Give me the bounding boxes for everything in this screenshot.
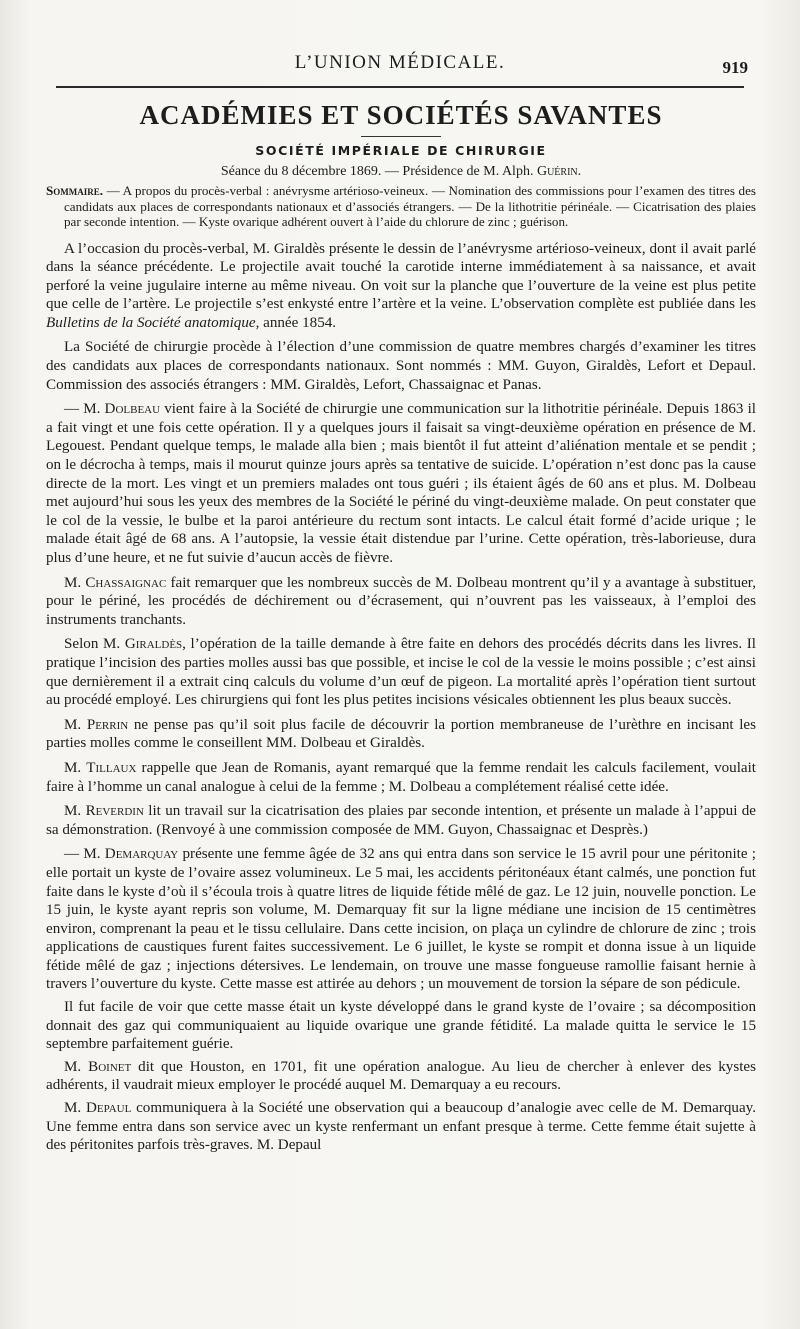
paragraph-giraldes-aneurysm xyxy=(46,240,756,333)
page-number: 919 xyxy=(722,58,748,77)
paragraph-perrin xyxy=(46,716,756,753)
paragraph-lead: M. xyxy=(64,803,86,820)
paragraph-text: , l’opération de la taille demande à être faite en dehors des procédés décrits dans les livres. Il pratique l’incision des parties molles aussi bas que possible, et incise le col de la vessie le moins possible ; c’est ainsi que dernièrement il a extrait cinq calculs du volume d’un œuf de pigeon. La mortalité après l’opération tient surtout au procédé employé. Les chirurgiens qui font les plus petites incisions vésicales obtiennent les plus beaux succès. xyxy=(46,636,756,709)
sommaire-text: — A propos du procès-verbal : anévrysme artérioso-veineux. — Nomination des commissions pour l’examen des titres des candidats aux places de correspondants nationaux et d’associés étrangers. — De la lithotritie périnéale. — Cicatrisation des plaies par seconde intention. — Kyste ovarique adhérent ouvert à l’aide du chlorure de zinc ; guérison. xyxy=(64,183,756,229)
bulletins-title: Bulletins de la Société anatomique xyxy=(46,314,256,331)
seance-line xyxy=(46,163,756,181)
paragraph-demarquay xyxy=(46,845,756,994)
paragraph-text: communiquera à la Société une observation qui a beaucoup d’analogie avec celle de M. Demarquay. Une femme entra dans son service avec un kyste renfermant un enfant presque à terme. Cette femme était sujette à des péritonites parfois très-graves. M. Depaul xyxy=(46,1100,757,1154)
speaker-name: Demarquay xyxy=(104,846,179,863)
paragraph-text: présente une femme âgée de 32 ans qui entra dans son service le 15 avril pour une péritonite ; elle portait un kyste de l’ovaire assez volumineux. Le 5 mai, les accidents péritonéaux étant calmés, une ponction fut faite dans le kyste d’où il s’écoula trois à quatre litres de liquide fétide mêlé de gaz. Le 12 juin, nouvelle ponction. Le 15 juin, le kyste ayant repris son volume, M. Demarquay fit sur la ligne médiane une incision de 15 centimètres environ, comprenant la peau et le tissu cellulaire. Dans cette incision, on plaça un cylindre de chlorure de zinc ; trois applications de caustiques furent faites successivement. Le 6 juillet, le kyste se rompit et donna issue à un liquide fétide mêlé de gaz ; injections détersives. Le lendemain, on trouve une masse fongueuse ramollie faisant hernie à travers l’ouverture du kyste. Cette masse est attirée au dehors ; un mouvement de torsion la sépare de son pédicule. xyxy=(46,846,757,993)
paragraph-lead: Selon M. xyxy=(64,636,125,653)
paragraph-tillaux xyxy=(46,759,756,796)
running-header xyxy=(50,52,750,82)
paragraph-boinet xyxy=(46,1058,756,1095)
paragraph-text: fait remarquer que les nombreux succès de M. Dolbeau montrent qu’il y a avantage à substituer, pour le périné, les procédés de déchirement ou d’écrasement, qui n’ouvrent pas les vaisseaux, à l’emploi des instruments tranchants. xyxy=(46,574,756,628)
paragraph-lead: M. xyxy=(64,716,87,733)
paragraph-text: dit que Houston, en 1701, fit une opération analogue. Au lieu de chercher à enlever des kystes adhérents, il vaudrait mieux employer le procédé auquel M. Demarquay a eu recours. xyxy=(46,1058,756,1094)
speaker-name: Reverdin xyxy=(85,803,144,820)
paragraph-commission: La Société de chirurgie procède à l’élection d’une commission de quatre membres chargés d’examiner les titres des candidats aux places de correspondants nationaux. Sont nommés : MM. Guyon, Giraldès, Lefort et Depaul. Commission des associés étrangers : MM. Giraldès, Lefort, Chassaignac et Panas. xyxy=(46,339,756,393)
title-divider xyxy=(361,136,441,137)
article-body xyxy=(46,98,756,1159)
section-title: ACADÉMIES ET SOCIÉTÉS SAVANTES xyxy=(139,100,663,130)
society-name: SOCIÉTÉ IMPÉRIALE DE CHIRURGIE xyxy=(255,143,547,158)
seance-text: Séance du 8 décembre 1869. — Présidence de M. Alph. xyxy=(220,164,537,179)
paragraph-kyste: Il fut facile de voir que cette masse était un kyste développé dans le grand kyste de l’ovaire ; sa décomposition donnait des gaz qui communiquaient au liquide ovarique une grande fétidité. La malade quitta le service le 15 septembre parfaitement guérie. xyxy=(46,999,756,1053)
paragraph-text: , année 1854. xyxy=(255,314,337,331)
speaker-name: Giraldès xyxy=(124,636,183,653)
speaker-name: Tillaux xyxy=(86,759,137,776)
paragraph-lead: — M. xyxy=(64,846,105,863)
president-name: Guérin. xyxy=(536,164,582,179)
paragraph-reverdin xyxy=(46,802,756,839)
paragraph-lead: M. xyxy=(64,574,86,591)
paragraph-lead: — M. xyxy=(64,401,105,418)
paragraph-text: vient faire à la Société de chirurgie une communication sur la lithotritie périnéale. Depuis 1863 il a fait vingt et une fois cette opération. Il y a quelques jours il faisait sa vingt-deuxième opération en présence de M. Legouest. Pendant quelque temps, le malade alla bien ; mais bientôt il fut atteint d’aliénation mentale et se pendit ; on le décrocha à temps, mais il mourut quinze jours après sa tentative de suicide. L’opération n’est donc pas la cause directe de la mort. Les vingt et un premiers malades ont tous guéri ; ils étaient âgés de 60 ans et plus. M. Dolbeau met aujourd’hui sous les yeux des membres de la Société le périné du vingt-deuxième malade. On peut constater que le col de la vessie, le bulbe et la paroi antérieure du rectum sont intacts. Le calcul était formé d’acide urique ; le malade était âgé de 68 ans. A l’autopsie, la vessie était distendue par l’urine. Cette opération, très-laborieuse, dura plus d’une heure, et ne fut suivie d’aucun accès de fièvre. xyxy=(46,401,756,566)
paragraph-chassaignac xyxy=(46,574,756,630)
paragraph-text: A l’occasion du procès-verbal, M. Giraldès présente le dessin de l’anévrysme artérioso-veineux, dont il avait parlé dans la séance précédente. Le projectile avait touché la carotide interne immédiatement à sa naissance, et avait perforé la veine jugulaire interne au même niveau. On voit sur la planche que l’ouverture de la veine est plus petite que celle de l’artère. Le projectile s’est enkysté entre l’artère et la veine. L’observation complète est publiée dans les xyxy=(46,240,756,313)
paragraph-text: ne pense pas qu’il soit plus facile de découvrir la portion membraneuse de l’urèthre en incisant les parties molles comme le conseillent MM. Dolbeau et Giraldès. xyxy=(46,716,756,752)
paragraph-giraldes xyxy=(46,635,756,709)
paragraph-text: lit un travail sur la cicatrisation des plaies par seconde intention, et présente un malade à l’appui de sa démonstration. (Renvoyé à une commission composée de MM. Guyon, Chassaignac et Desprès.) xyxy=(46,803,756,838)
journal-title: L’UNION MÉDICALE. xyxy=(294,52,506,73)
paragraph-lead: M. xyxy=(64,759,87,776)
sommaire-label: Sommaire. xyxy=(46,183,104,198)
speaker-name: Dolbeau xyxy=(104,401,161,418)
header-rule xyxy=(56,86,744,88)
sommaire xyxy=(46,183,756,230)
paragraph-lead: M. xyxy=(64,1058,89,1075)
speaker-name: Perrin xyxy=(86,716,129,733)
speaker-name: Chassaignac xyxy=(85,574,167,591)
paragraph-text: rappelle que Jean de Romanis, ayant remarqué que la femme rendait les calculs facilement, voulait faire à l’homme un canal analogue à celui de la femme ; M. Dolbeau a complétement réalisé cette idée. xyxy=(46,759,757,795)
paragraph-lead: M. xyxy=(64,1100,86,1117)
paragraph-dolbeau xyxy=(46,400,756,567)
speaker-name: Boinet xyxy=(88,1058,132,1075)
paragraph-depaul xyxy=(46,1099,756,1155)
speaker-name: Depaul xyxy=(85,1100,132,1117)
